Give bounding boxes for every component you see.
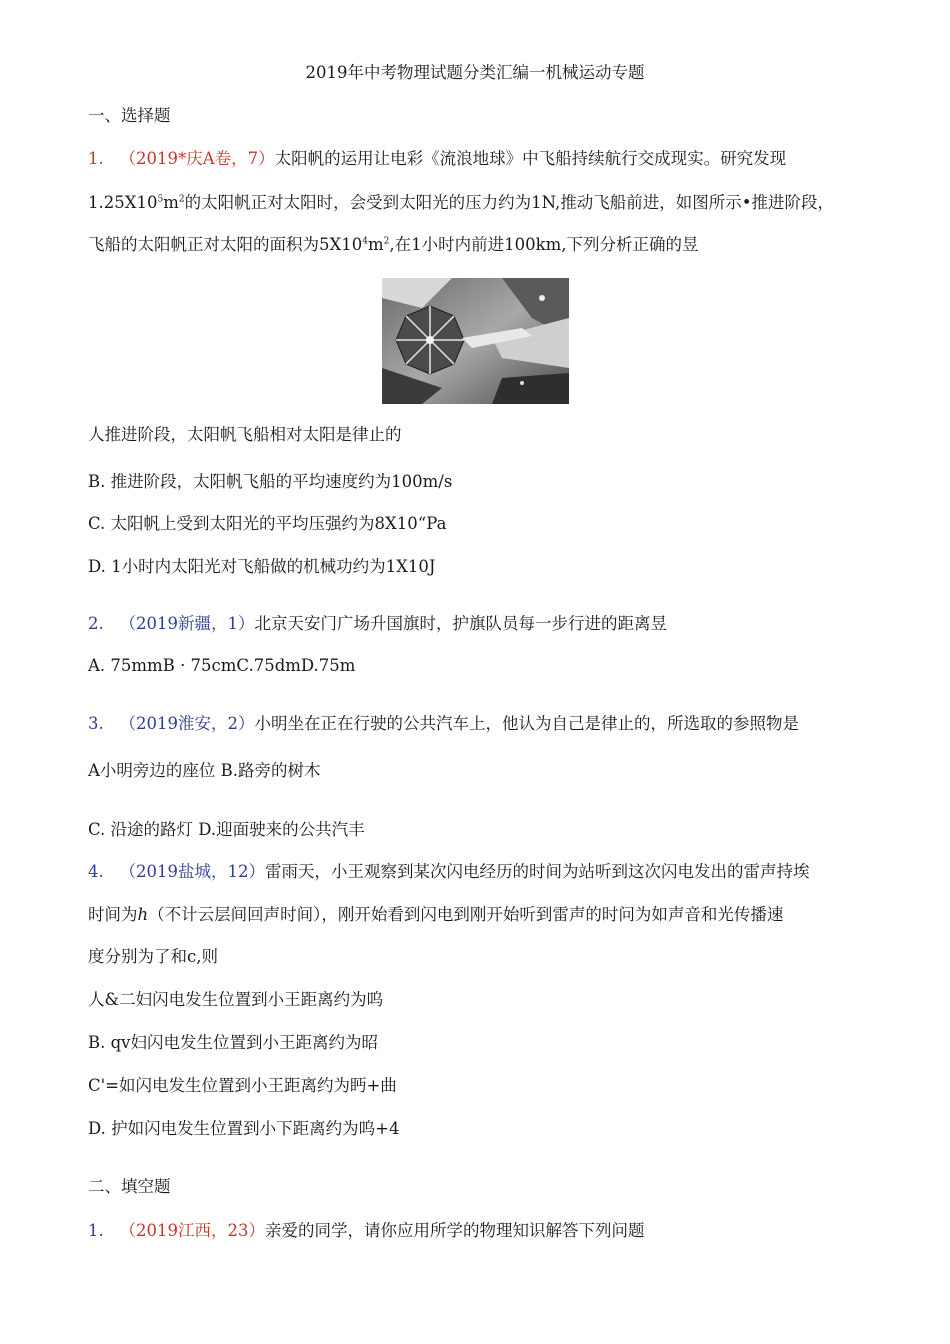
q3-options-2: C. 沿途的路灯 D.迎面驶来的公共汽丰 <box>88 820 365 839</box>
solar-sail-photo <box>382 278 569 404</box>
q5-line1 <box>88 1220 645 1242</box>
section-heading-choice: 一、选择题 <box>88 106 171 125</box>
q2-text: 北京天安门广场升国旗时，护旗队员每一步行进的距离昱 <box>254 614 667 633</box>
q3-text: 小明坐在正在行驶的公共汽车上，他认为自己是律止的，所选取的参照物是 <box>254 714 799 733</box>
q1-option-d: D. 1小时内太阳光对飞船做的机械功约为1X10J <box>88 557 436 576</box>
q3-source: （2019淮安，2） <box>119 714 255 733</box>
q3-line1 <box>88 713 799 735</box>
q4-option-a: 人&二妇闪电发生位置到小王距离约为呜 <box>88 990 384 1009</box>
q1-line1 <box>88 148 786 170</box>
q2-source: （2019新疆，1） <box>119 614 255 633</box>
q1-text-1: 太阳帆的运用让电彩《流浪地球》中飞船持续航行交成现实。研究发现 <box>274 149 787 168</box>
section-heading-fill: 二、填空题 <box>88 1177 171 1196</box>
q1-line3: 飞船的太阳帆正对太阳的面积为$5X10^4m^2$,在1小时内前进100km,下列分析正确的昱 <box>88 235 699 254</box>
q5-text: 亲爱的同学，请你应用所学的物理知识解答下列问题 <box>265 1221 645 1240</box>
q1-option-a: 人推进阶段，太阳帆飞船相对太阳是律止的 <box>88 425 402 444</box>
q1-line2: $1.25X10^5m^2$的太阳帆正对太阳时，会受到太阳光的压力约为1N,推动飞船前进，如图所示•推进阶段， <box>88 193 834 212</box>
q4-line1 <box>88 861 810 883</box>
q1-option-c: C. 太阳帆上受到太阳光的平均压强约为8X10“Pa <box>88 514 447 533</box>
q4-option-b: B. qv妇闪电发生位置到小王距离约为昭 <box>88 1033 378 1052</box>
q4-line3: 度分别为了和c,则 <box>88 947 218 966</box>
q4-option-c: C'=如闪电发生位置到小王距离约为眄+曲 <box>88 1076 397 1095</box>
q2-options: A. 75mmB · 75cmC.75dmD.75m <box>88 656 356 675</box>
q4-number: 4. <box>88 862 104 881</box>
q1-option-b: B. 推进阶段，太阳帆飞船的平均速度约为100m/s <box>88 472 453 491</box>
q1-source: （2019*庆A卷，7） <box>119 149 275 168</box>
q4-text-1: 雷雨天，小王观察到某次闪电经历的时间为站听到这次闪电发出的雷声持埃 <box>265 862 810 881</box>
q1-number: 1. <box>88 149 104 168</box>
q5-number: 1. <box>88 1221 104 1240</box>
q2-line1 <box>88 613 667 635</box>
solar-sail-photo-icon <box>382 278 569 404</box>
q4-option-d: D. 护如闪电发生位置到小下距离约为呜+4 <box>88 1119 400 1138</box>
q2-number: 2. <box>88 614 104 633</box>
q3-options-1: A小明旁边的座位 B.路旁的树木 <box>88 761 321 780</box>
document-title: 2019年中考物理试题分类汇编一机械运动专题 <box>305 63 645 82</box>
q4-source: （2019盐城，12） <box>119 862 265 881</box>
q4-line2: 时间为h（不计云层间回声时间），刚开始看到闪电到刚开始听到雷声的时问为如声音和光传播速 <box>88 905 784 924</box>
q3-number: 3. <box>88 714 104 733</box>
q5-source: （2019江西，23） <box>119 1221 265 1240</box>
